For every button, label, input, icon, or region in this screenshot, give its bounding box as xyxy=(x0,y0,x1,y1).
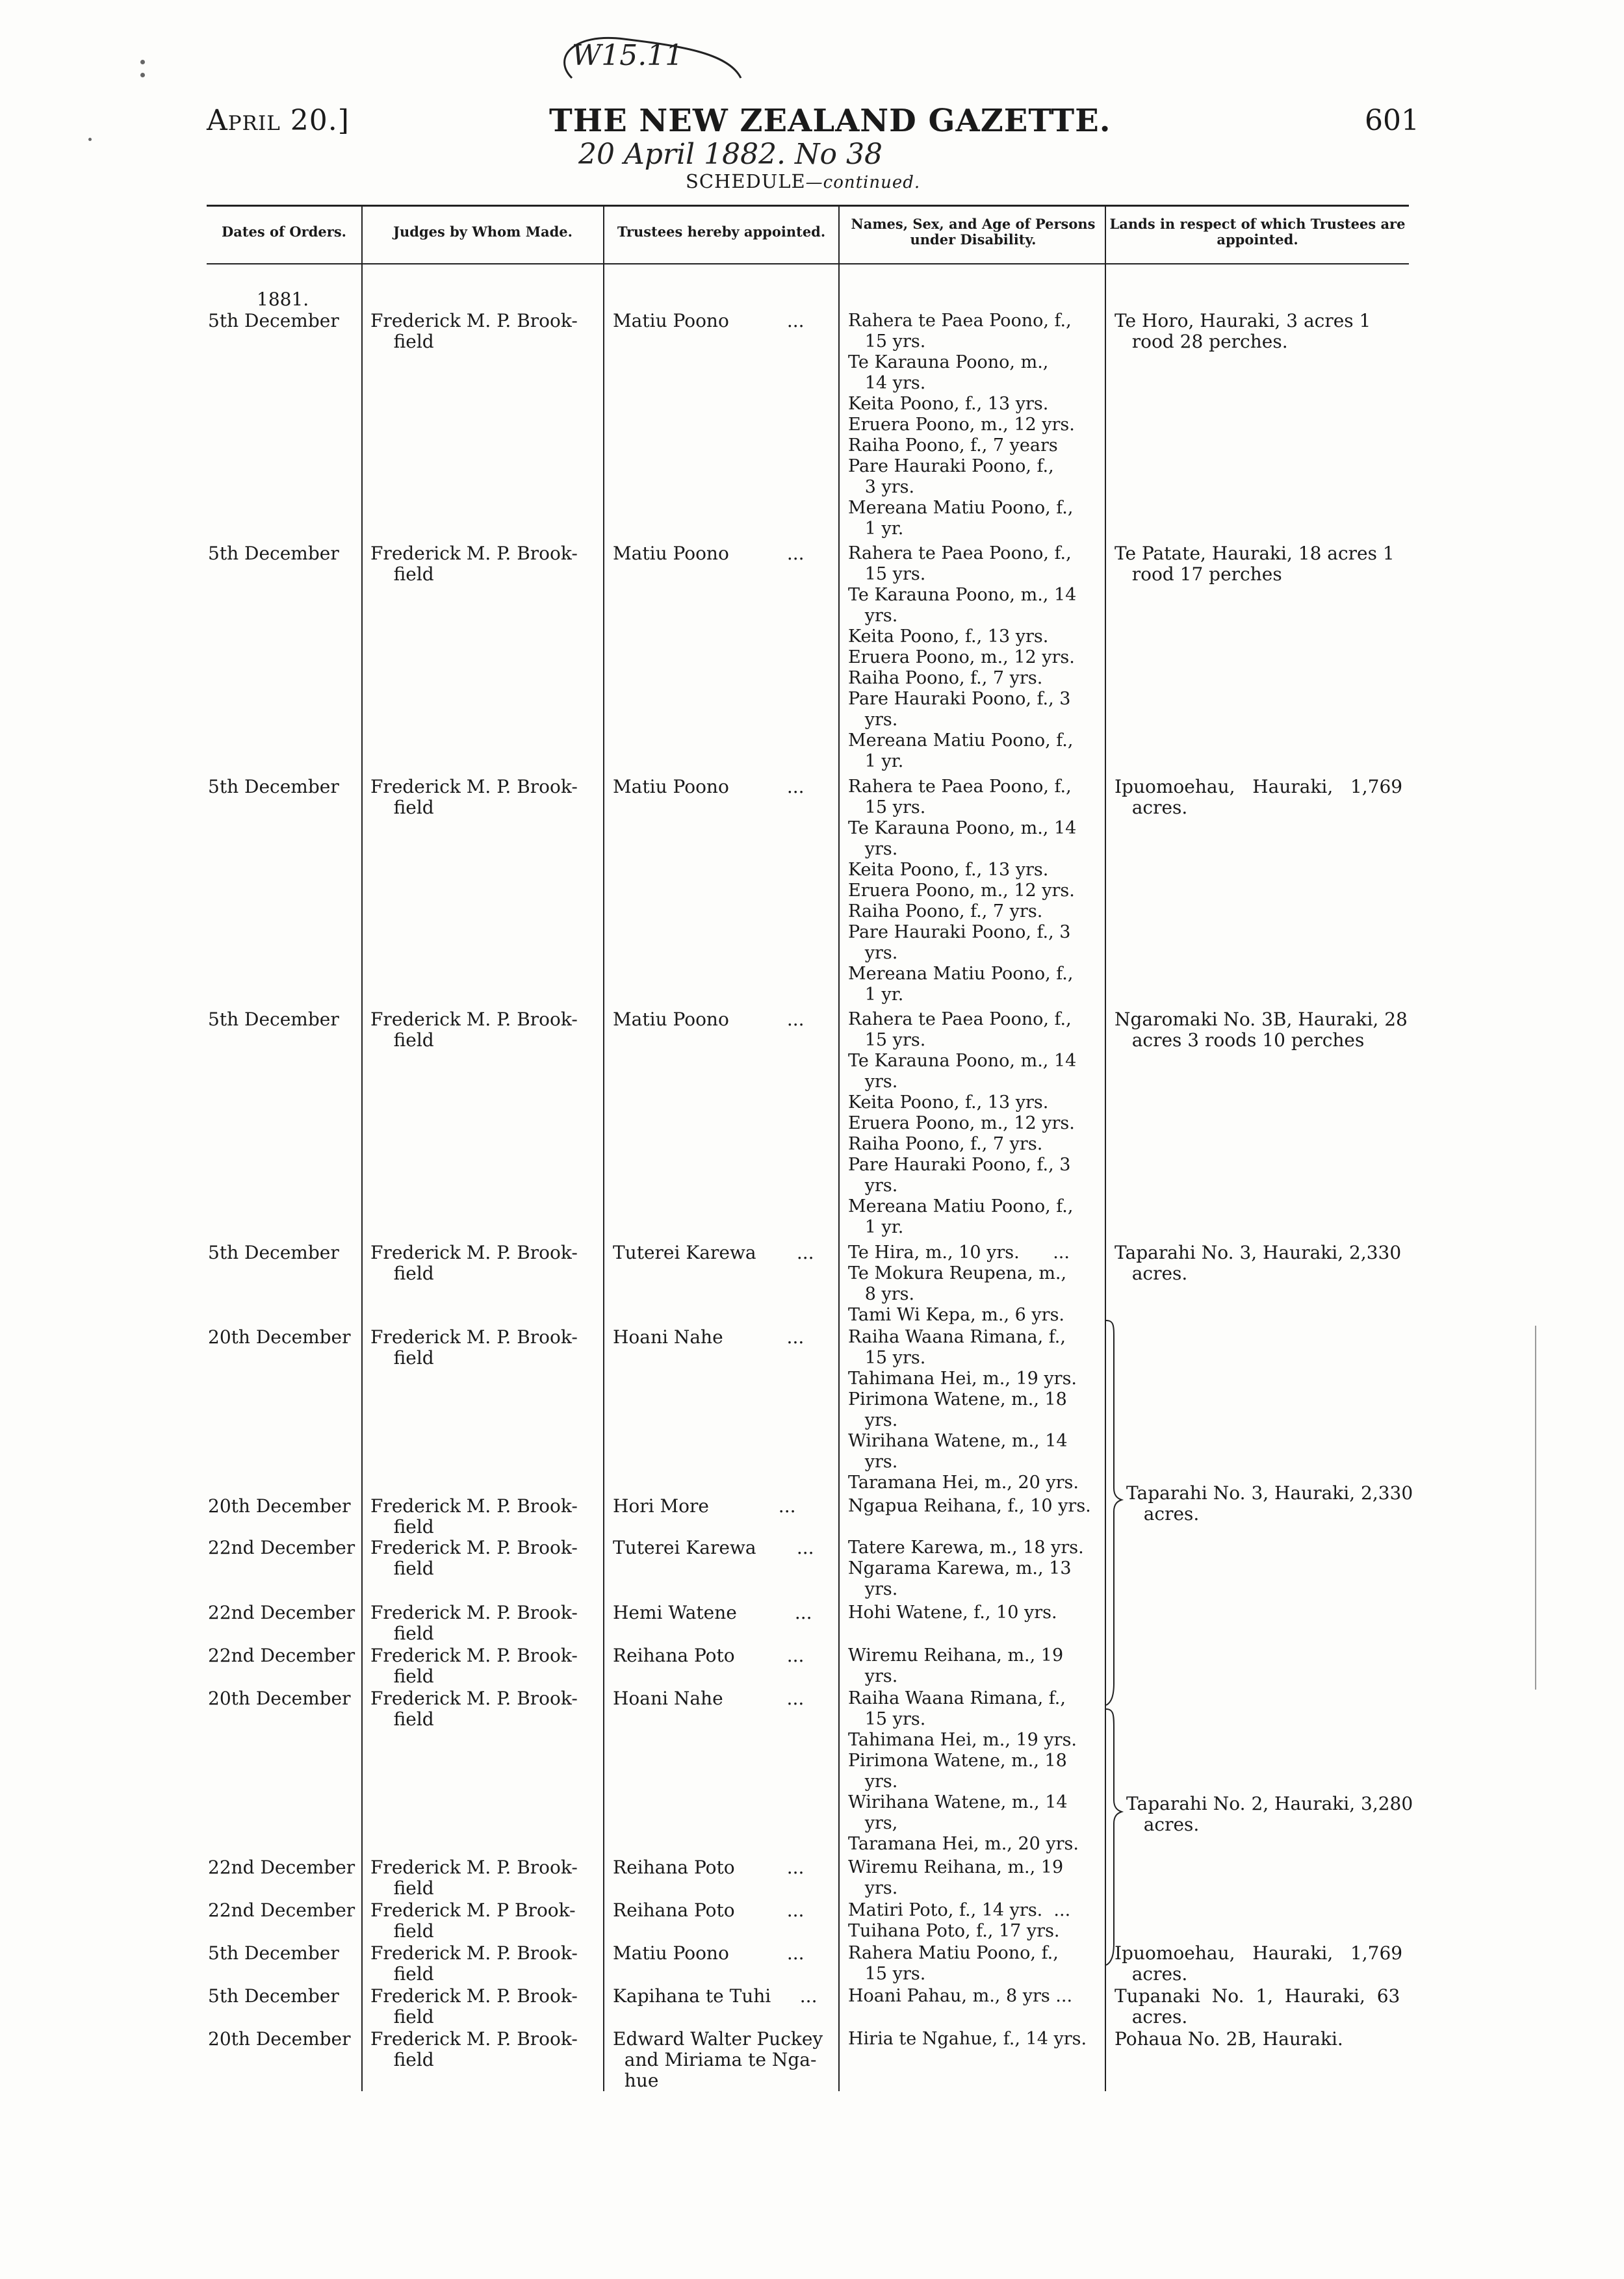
table-row-date: 20th December xyxy=(208,1495,351,1517)
handwritten-loop-mark xyxy=(546,19,767,97)
table-row-lands: Pohaua No. 2B, Hauraki. xyxy=(1115,2028,1343,2050)
handwritten-reference: W15.11 xyxy=(572,39,684,72)
column-header-lands: Lands in respect of which Trustees are appointed. xyxy=(1109,216,1406,248)
table-row-persons: Raiha Waana Rimana, f., 15 yrs. Tahimana Hei, m., 19 yrs. Pirimona Watene, m., 18 yrs. Wirihana Watene, m., 14 yrs, Taramana Hei, m., 20 yrs. xyxy=(848,1688,1079,1854)
table-row-judge: Frederick M. P. Brook- field xyxy=(370,776,578,818)
table-row-persons: Wiremu Reihana, m., 19 yrs. xyxy=(848,1857,1064,1898)
table-row-trustee: Matiu Poono ... xyxy=(613,310,805,331)
column-header-dates: Dates of Orders. xyxy=(222,224,346,240)
table-row-date: 22nd December xyxy=(208,1537,355,1558)
column-divider-1 xyxy=(361,207,363,2091)
table-row-date: 20th December xyxy=(208,1688,351,1709)
header-date: April 20.] xyxy=(207,104,350,137)
table-row-trustee: Reihana Poto ... xyxy=(613,1899,805,1921)
table-row-persons: Rahera te Paea Poono, f., 15 yrs. Te Karauna Poono, m., 14 yrs. Keita Poono, f., 13 yrs. Eruera Poono, m., 12 yrs. Raiha Poono, f., 7 yrs. Pare Hauraki Poono, f., 3 yrs. Mereana Matiu Poono, f., 1 yr. xyxy=(848,543,1077,771)
table-row-trustee: Hemi Watene ... xyxy=(613,1602,812,1623)
table-row-lands: Ipuomoehau, Hauraki, 1,769 acres. xyxy=(1115,1942,1403,1985)
table-row-judge: Frederick M. P. Brook- field xyxy=(370,1688,578,1730)
table-row-judge: Frederick M. P. Brook- field xyxy=(370,1495,578,1538)
table-row-date: 5th December xyxy=(208,776,339,797)
table-row-judge: Frederick M. P. Brook- field xyxy=(370,1326,578,1369)
table-row-trustee: Matiu Poono ... xyxy=(613,1009,805,1030)
table-row-persons: Rahera te Paea Poono, f., 15 yrs. Te Karauna Poono, m., 14 yrs. Keita Poono, f., 13 yrs. Eruera Poono, m., 12 yrs. Raiha Poono, f., 7 yrs. Pare Hauraki Poono, f., 3 yrs. Mereana Matiu Poono, f., 1 yr. xyxy=(848,777,1077,1005)
table-row-persons: Tatere Karewa, m., 18 yrs. Ngarama Karewa, m., 13 yrs. xyxy=(848,1538,1084,1599)
table-row-date: 20th December xyxy=(208,1326,351,1348)
table-row-lands: Ngaromaki No. 3B, Hauraki, 28 acres 3 roods 10 perches xyxy=(1115,1009,1408,1051)
table-row-lands: Te Horo, Hauraki, 3 acres 1 rood 28 perches. xyxy=(1115,310,1371,352)
table-row-date: 5th December xyxy=(208,1942,339,1964)
table-row-trustee: Matiu Poono ... xyxy=(613,776,805,797)
table-row-judge: Frederick M. P. Brook- field xyxy=(370,1009,578,1051)
table-row-lands: Taparahi No. 3, Hauraki, 2,330 acres. xyxy=(1126,1482,1413,1525)
column-header-trustees: Trustees hereby appointed. xyxy=(617,224,826,240)
table-row-date: 5th December xyxy=(208,1985,339,2007)
table-row-persons: Rahera te Paea Poono, f., 15 yrs. Te Karauna Poono, m., 14 yrs. Keita Poono, f., 13 yrs. Eruera Poono, m., 12 yrs. Raiha Poono, f., 7 yrs. Pare Hauraki Poono, f., 3 yrs. Mereana Matiu Poono, f., 1 yr. xyxy=(848,1009,1077,1237)
column-header-persons: Names, Sex, and Age of Persons under Disability. xyxy=(851,216,1096,248)
table-row-persons: Rahera Matiu Poono, f., 15 yrs. xyxy=(848,1943,1059,1984)
schedule-label xyxy=(686,170,920,192)
table-row-date: 22nd December xyxy=(208,1899,355,1921)
table-row-persons: Hoani Pahau, m., 8 yrs ... xyxy=(848,1986,1073,2006)
table-row-judge: Frederick M. P. Brook- field xyxy=(370,1645,578,1687)
table-row-judge: Frederick M. P Brook- field xyxy=(370,1899,576,1942)
table-row-trustee: Kapihana te Tuhi ... xyxy=(613,1985,818,2007)
table-row-judge: Frederick M. P. Brook- field xyxy=(370,2028,578,2070)
table-row-date: 5th December xyxy=(208,543,339,564)
scan-edge-mark xyxy=(1535,1326,1536,1690)
page-number: 601 xyxy=(1365,104,1419,137)
table-row-lands: Taparahi No. 3, Hauraki, 2,330 acres. xyxy=(1115,1242,1402,1284)
table-row-trustee: Tuterei Karewa ... xyxy=(613,1242,814,1263)
table-row-persons: Wiremu Reihana, m., 19 yrs. xyxy=(848,1645,1064,1686)
table-row-date: 20th December xyxy=(208,2028,351,2050)
table-row-date: 22nd December xyxy=(208,1645,355,1666)
table-row-persons: Hiria te Ngahue, f., 14 yrs. xyxy=(848,2029,1087,2049)
scan-speck xyxy=(88,138,92,141)
table-row-trustee: Hoani Nahe ... xyxy=(613,1326,805,1348)
table-row-judge: Frederick M. P. Brook- field xyxy=(370,310,578,352)
table-row-lands: Ipuomoehau, Hauraki, 1,769 acres. xyxy=(1115,776,1403,818)
table-row-lands: Te Patate, Hauraki, 18 acres 1 rood 17 perches xyxy=(1115,543,1395,585)
table-row-trustee: Hoani Nahe ... xyxy=(613,1688,805,1709)
table-row-date: 5th December xyxy=(208,1242,339,1263)
table-row-persons: Matiri Poto, f., 14 yrs. ... Tuihana Poto, f., 17 yrs. xyxy=(848,1900,1071,1941)
table-row-persons: Raiha Waana Rimana, f., 15 yrs. Tahimana Hei, m., 19 yrs. Pirimona Watene, m., 18 yrs. Wirihana Watene, m., 14 yrs. Taramana Hei, m., 20 yrs. xyxy=(848,1327,1079,1493)
table-row-date: 22nd December xyxy=(208,1602,355,1623)
table-row-lands: Tupanaki No. 1, Hauraki, 63 acres. xyxy=(1115,1985,1400,2028)
table-row-trustee: Tuterei Karewa ... xyxy=(613,1537,814,1558)
schedule-title: SCHEDULE xyxy=(686,170,806,192)
table-top-rule xyxy=(207,205,1409,207)
column-header-judges: Judges by Whom Made. xyxy=(393,224,573,240)
table-row-judge: Frederick M. P. Brook- field xyxy=(370,1942,578,1985)
column-divider-2 xyxy=(603,207,604,2091)
table-row-persons: Ngapua Reihana, f., 10 yrs. xyxy=(848,1496,1091,1516)
table-row-judge: Frederick M. P. Brook- field xyxy=(370,1985,578,2028)
scan-speck xyxy=(140,73,145,77)
grouping-brace xyxy=(1105,1319,1131,1969)
table-row-trustee: Hori More ... xyxy=(613,1495,796,1517)
table-row-date: 22nd December xyxy=(208,1857,355,1878)
table-row-trustee: Reihana Poto ... xyxy=(613,1645,805,1666)
table-row-judge: Frederick M. P. Brook- field xyxy=(370,543,578,585)
table-row-trustee: Edward Walter Puckey and Miriama te Nga- hue xyxy=(613,2028,823,2091)
table-row-judge: Frederick M. P. Brook- field xyxy=(370,1602,578,1644)
table-header-rule xyxy=(207,263,1409,264)
table-row-persons: Te Hira, m., 10 yrs. ... Te Mokura Reupena, m., 8 yrs. Tami Wi Kepa, m., 6 yrs. xyxy=(848,1243,1070,1325)
year-label: 1881. xyxy=(257,289,309,310)
table-row-lands: Taparahi No. 2, Hauraki, 3,280 acres. xyxy=(1126,1793,1413,1835)
table-row-date: 5th December xyxy=(208,1009,339,1030)
table-row-judge: Frederick M. P. Brook- field xyxy=(370,1242,578,1284)
table-row-persons: Hohi Watene, f., 10 yrs. xyxy=(848,1603,1057,1623)
table-row-date: 5th December xyxy=(208,310,339,331)
table-row-judge: Frederick M. P. Brook- field xyxy=(370,1537,578,1579)
scan-speck xyxy=(140,60,145,64)
table-row-judge: Frederick M. P. Brook- field xyxy=(370,1857,578,1899)
table-row-trustee: Matiu Poono ... xyxy=(613,1942,805,1964)
gazette-title: THE NEW ZEALAND GAZETTE. xyxy=(549,103,1111,139)
handwritten-date: 20 April 1882. No 38 xyxy=(578,138,883,171)
table-row-persons: Rahera te Paea Poono, f., 15 yrs. Te Karauna Poono, m., 14 yrs. Keita Poono, f., 13 yrs. Eruera Poono, m., 12 yrs. Raiha Poono, f., 7 years Pare Hauraki Poono, f., 3 yrs. Mereana Matiu Poono, f., 1 yr. xyxy=(848,311,1075,539)
column-divider-3 xyxy=(838,207,840,2091)
table-row-trustee: Reihana Poto ... xyxy=(613,1857,805,1878)
schedule-continued: —continued. xyxy=(805,173,921,192)
table-row-trustee: Matiu Poono ... xyxy=(613,543,805,564)
